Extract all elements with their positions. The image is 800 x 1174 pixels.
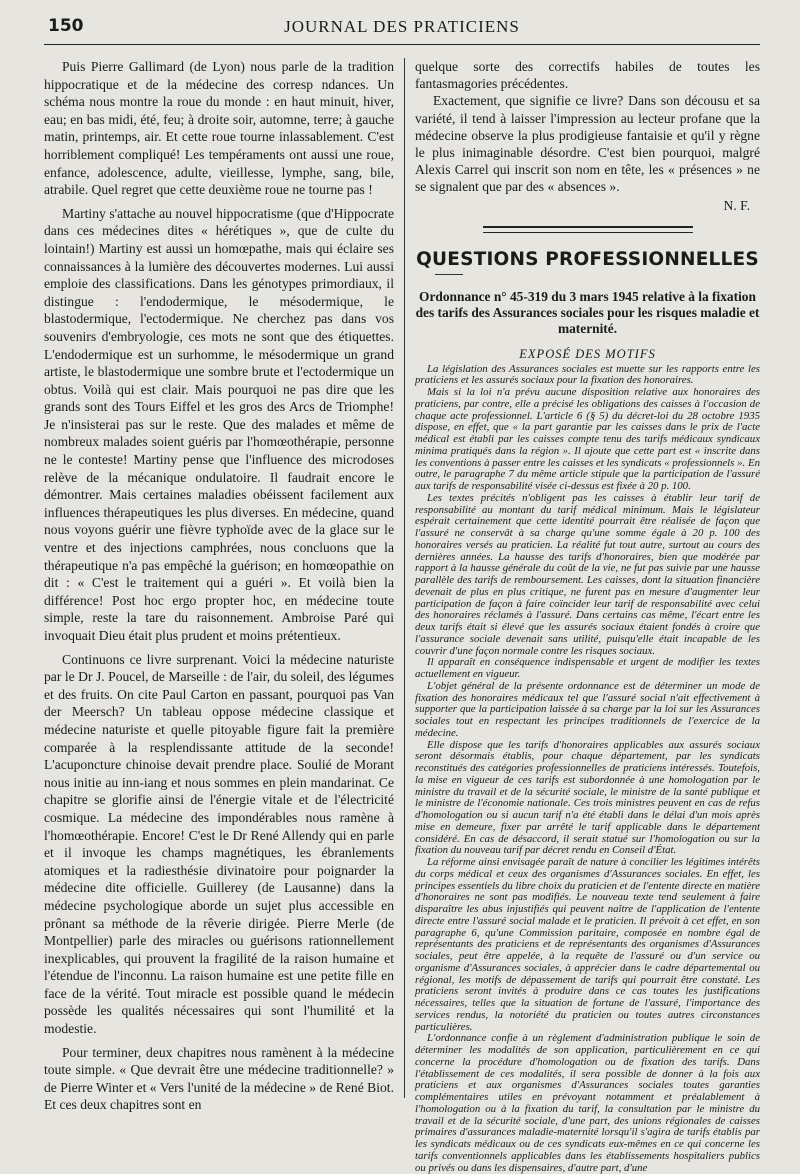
ordonnance-title: Ordonnance n° 45-319 du 3 mars 1945 relative à la fixation des tarifs des Assurances sociales pour les risques maladie et maternité. (415, 288, 760, 336)
left-paragraph-3: Continuons ce livre surprenant. Voici la médecine naturiste par le Dr J. Poucel, de Marseille : de l'air, du soleil, des légumes et des fruits. On cite Paul Carton en passant, pourquoi pas Van der Meersch? Un tableau oppose médecine classique et médecine naturiste et quelle pitoyable figure fait la première comparée à la resplendissante attitude de la seconde! L'acuponcture chinoise devait prendre place. Soulié de Morant nous initie au inn-iang et nous sommes en plein mandarinat. Ce chapitre se glorifie ainsi de l'énergie vitale et de l'électricité cosmique. La médecine des impondérables nous ramène à l'homœothérapie. Encore! C'est le Dr René Allendy qui en parle et il invoque les champs magnétiques, les ébranlements atomiques et la radiesthésie divinatoire pour poignarder la médecine dite officielle. Guillerey (de Lausanne) dans la médecine psychologique aborde un sujet plus accessible en prônant sa méthode de la rêverie dirigée. Pierre Merle (de Montpellier) parle des miracles ou guérisons rationnellement inexplicables, qui prouvent la fragilité de la raison humaine et l'étendue de l'inconnu. La raison humaine est une petite fille en face de la vérité. Tout miracle est possible quand le médecin possède les qualités nécessaires qui sont l'humilité et la modestie. (44, 651, 394, 1037)
expose-paragraph-4: Il apparaît en conséquence indispensable et urgent de modifier les textes actuellement en vigueur. (415, 656, 760, 681)
right-paragraph-1: quelque sorte des correctifs habiles de toutes les fantasmagories précédentes. (415, 59, 760, 92)
page-number: 150 (48, 16, 84, 36)
left-paragraph-1: Puis Pierre Gallimard (de Lyon) nous parle de la tradition hippocratique et de la médecine des corresp ndances. Un schéma nous montre la roue du monde : en haut minuit, hiver, eau; en bas midi, été, feu; à droite soir, automne, terre; à gauche matin, printemps, air. Et cette roue tourne inlassablement. C'est horriblement compliqué! Les tempéraments ont aussi une roue, enfance, adolescence, adulte, vieillesse, lymphe, sang, bile, atrabile. Quel regret que cette deuxième roue ne tourne pas ! (44, 59, 394, 198)
right-column (415, 58, 760, 1174)
author-signature: N. F. (723, 197, 750, 213)
right-paragraph-2: Exactement, que signifie ce livre? Dans son décousu et sa variété, il tend à laisser l'impression au lecteur profane que la médecine observe la plus prodigieuse fantaisie et qu'il y règne le plus inimaginable désordre. C'est bien pourquoi, malgré Alexis Carrel qui inscrit son nom en tête, les « présences » ne se signalent que par des « absences ». (415, 93, 760, 195)
expose-paragraph-3: Les textes précités n'obligent pas les caisses à établir leur tarif de responsabilité au montant du tarif médical minimum. Mais le législateur espérait certainement que cette identité pourrait être réalisée de façon que l'assuré ne conservât à sa charge qu'une somme égale à 20 p. 100 des honoraires versés au praticien. La réalité fut tout autre, surtout au cours des dernières années. La hausse des tarifs d'honoraires, bien que modérée par rapport à la hausse générale du coût de la vie, ne fut pas suivie par une hausse parallèle des tarifs de remboursement. Les caisses, dont la situation financière devenait de plus en plus critique, ne furent pas en mesure d'augmenter leur participation de façon à faire coïncider leur tarif de responsabilité avec celui des honoraires réclamés à l'assuré. Dans certains cas même, l'écart entre les deux tarifs était si élevé que les assurés sociaux étaient fondés à croire que l'assurance sociale devenait sans utilité, puisqu'elle était incapable de les couvrir d'une façon normale contre les risques sociaux. (415, 491, 760, 657)
column-divider (404, 58, 405, 1098)
left-paragraph-4: Pour terminer, deux chapitres nous ramènent à la médecine toute simple. « Que devrait être une médecine traditionnelle? » de Pierre Winter et « Vers l'unité de la médecine » de René Biot. Et ces deux chapitres sont en (44, 1044, 394, 1113)
left-column (44, 58, 394, 1114)
expose-paragraph-8: L'ordonnance confie à un règlement d'administration publique le soin de déterminer les modalités de son application, particulièrement en ce qui concerne la procédure d'homologation ou de fixation des tarifs. Dans l'établissement de ces modalités, il sera possible de donner à la fois aux praticiens et aux organismes d'Assurances sociales toutes garanties complémentaires utiles en prévoyant notamment et préalablement à l'homologation ou à la fixation du tarif, la consultation par le ministre du travail et de la sécurité sociale, d'une part, des unions régionales de caisses primaires d'assurances maladie-maternité lorsqu'il s'agira de tarifs établis par les syndicats médicaux ou de ces syndicats eux-mêmes en ce qui concerne les tarifs conventionnels applicables dans les établissements hospitaliers publics ou privés ou dans les dispensaires, d'autre part, d'une (415, 1032, 760, 1174)
expose-paragraph-5: L'objet général de la présente ordonnance est de déterminer un mode de fixation des honoraires médicaux tel que l'assuré social n'ait effectivement à supporter que la participation laissée à sa charge par la loi sur les Assurances sociales tout en respectant les principes traditionnels de l'exercice de la médecine. (415, 679, 760, 739)
title-underline (435, 274, 463, 275)
expose-paragraph-6: Elle dispose que les tarifs d'honoraires applicables aux assurés sociaux seront désormais établis, pour chaque département, par les syndicats reconstitués des catégories professionnelles de praticiens intéressés. Toutefois, la mise en vigueur de ces tarifs est subordonnée à une homologation par le ministre du travail et de la sécurité sociale, le ministre de la santé publique et le ministre de l'économie nationale. Ces trois ministres peuvent en cas de refus d'homologation ou si aucun tarif n'a été établi dans le délai d'un mois après mise en demeure, fixer par arrêté le tarif applicable dans le département considéré. En cas de désaccord, il serait statué sur l'homologation ou sur la fixation du nouveau tarif par décret rendu en Conseil d'État. (415, 738, 760, 857)
expose-paragraph-1: La législation des Assurances sociales est muette sur les rapports entre les praticiens et les assurés sociaux pour la fixation des honoraires. (415, 362, 760, 387)
section-divider (483, 226, 693, 233)
left-paragraph-2: Martiny s'attache au nouvel hippocratisme (que d'Hippocrate dans ces médecines dites « hérétiques », que de culte du lointain!) Martiny est aussi un homœpathe, mais qui éclaire ses connaissances à la lumière des découvertes modernes. Lui aussi emploie des classifications. Dans les génotypes primordiaux, il distingue : l'endodermique, le mésodermique, le blastodermique, l'ectodermique. Ne cherchez pas dans vos souvenirs d'embryologie, ces mots ne sont que des étiquettes. L'endodermique est un surhomme, le mésodermique un grand artiste, le blastodermique une sombre brute et l'ectodermique un obtus. Voilà qui est clair. Mais pourquoi ne pas dire que les grands sont des Tours Eiffel et les gros des Arcs de Triomphe! Je n'insisterai pas sur le reste. Que des malades et même de nombreux malades soient guéris par l'homœothérapie, personne ne le conteste! Martiny pense que l'influence des microdoses relève de la mécanique ondulatoire. Il faudrait encore le démontrer. Mais certaines maladies obéissent facilement aux influences thérapeutiques les plus diverses. En médecine, quand nous voyons guérir une fièvre typhoïde avec de la glace sur le ventre et des injections camphrées, nous concluons que la thérapeutique n'a pas empêché la guérison; en homœopathie on dit : « C'est le traitement qui a guéri ». Et voilà bien la différence! Post hoc ergo propter hoc, en médecine toute simple, reste la tare du raisonnement. Ambroise Paré qui invoquait Dieu était plus prudent et moins prétentieux. (44, 205, 394, 643)
journal-title: JOURNAL DES PRATICIENS (284, 17, 520, 36)
expose-heading: EXPOSÉ DES MOTIFS (519, 346, 656, 361)
expose-paragraph-7: La réforme ainsi envisagée paraît de nature à concilier les légitimes intérêts du corps médical et ceux des organismes d'Assurances sociales. En effet, les principes essentiels du libre choix du praticien et de l'entente directe en matière d'honoraires ne sont pas modifiés. Le nouveau texte tend seulement à faire disparaître les abus injustifiés qui peuvent naître de l'application de l'entente directe entre l'assuré social malade et le praticien. Il prévoit à cet effet, en son paragraphe 6, qu'une Commission paritaire, composée en nombre égal de représentants des praticiens et de représentants des organismes d'Assurances sociales, peut être appelée, à la requête de l'assuré ou d'un service ou organisme d'Assurances sociales, à apprécier dans le cadre départemental ou régional, les motifs de dépassement de tarifs qui pourrait être constaté. Les praticiens seront invités à produire dans ce cas toutes les justifications nécessaires, telles que la situation de fortune de l'assuré, l'importance des services rendus, la notoriété du praticien ou toutes autres circonstances particulières. (415, 856, 760, 1033)
page-header (44, 14, 760, 45)
section-title: QUESTIONS PROFESSIONNELLES (416, 248, 759, 270)
expose-paragraph-2: Mais si la loi n'a prévu aucune disposition relative aux honoraires des praticiens, par contre, elle a précisé les obligations des caisses à l'occasion de chaque acte professionnel. L'article 6 (§ 5) du décret-loi du 28 octobre 1935 dispose, en effet, que « la part garantie par les caisses dans le prix de l'acte médical est établi par les caisses compte tenu des tarifs médicaux syndicaux minima pratiqués dans la région ». Il ajoute que cette part est « inscrite dans les conventions à passer entre les caisses et les syndicats « professionnels ». En outre, le paragraphe 7 du même article stipule que la participation de l'assuré aux tarifs de responsabilité visée ci-dessus est fixée à 20 p. 100. (415, 386, 760, 493)
